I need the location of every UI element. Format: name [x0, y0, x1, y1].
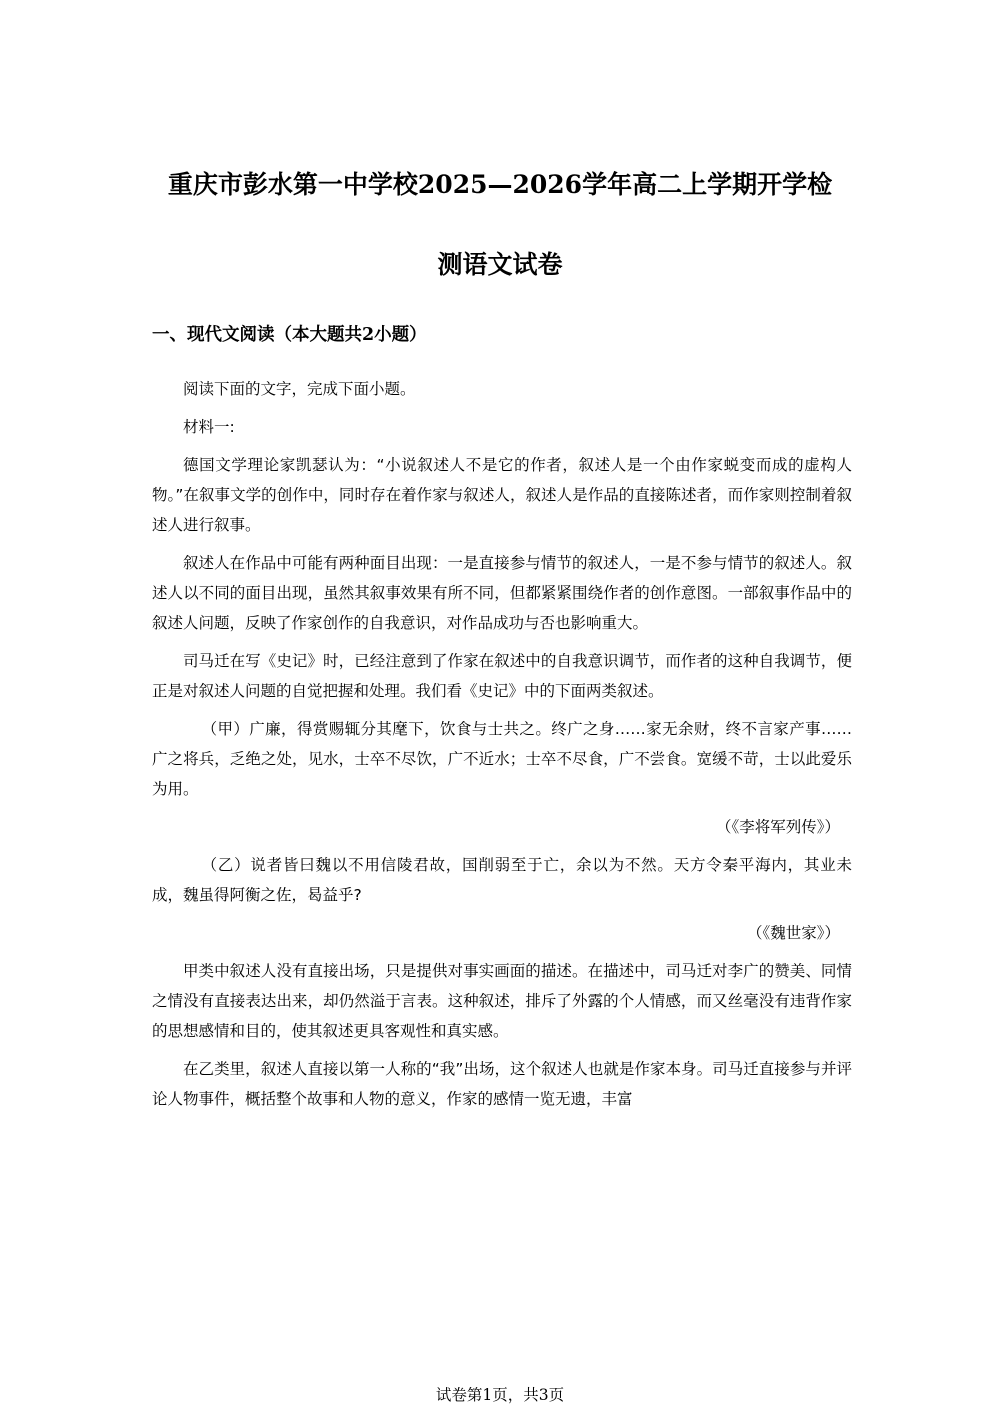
- quote-source-yi: （《魏世家》）: [746, 924, 840, 942]
- instruction-paragraph: 阅读下面的文字，完成下面小题。: [183, 380, 416, 398]
- passage-paragraph: 叙述人在作品中可能有两种面目出现：一是直接参与情节的叙述人，一是不参与情节的叙述人。叙述人以不同的面目出现，虽然其叙事效果有所不同，但都紧紧围绕作者的创作意图。一部叙事作品中的叙述人问题，反映了作家创作的自我意识，对作品成功与否也影响重大。: [152, 554, 852, 632]
- section-heading: 一、现代文阅读（本大题共2小题）: [152, 325, 427, 345]
- passage-paragraph: 司马迁在写《史记》时，已经注意到了作家在叙述中的自我意识调节，而作者的这种自我调节，便正是对叙述人问题的自觉把握和处理。我们看《史记》中的下面两类叙述。: [152, 652, 852, 700]
- material-label: 材料一:: [183, 418, 235, 436]
- quote-jia: （甲）广廉，得赏赐辄分其麾下，饮食与士共之。终广之身……家无余财，终不言家产事……广之将兵，乏绝之处，见水，士卒不尽饮，广不近水；士卒不尽食，广不尝食。宽缓不苛，士以此爱乐为用。: [152, 720, 852, 798]
- reading-passage: [152, 374, 852, 1122]
- quote-source-jia: （《李将军列传》）: [715, 818, 840, 836]
- page-footer: 试卷第1页，共3页: [435, 1386, 565, 1404]
- passage-paragraph: 甲类中叙述人没有直接出场，只是提供对事实画面的描述。在描述中，司马迁对李广的赞美、同情之情没有直接表达出来，却仍然溢于言表。这种叙述，排斥了外露的个人情感，而又丝毫没有违背作家的思想感情和目的，使其叙述更具客观性和真实感。: [152, 962, 852, 1040]
- exam-title-line-1: 重庆市彭水第一中学校2025—2026学年高二上学期开学检: [167, 170, 833, 199]
- passage-paragraph: 在乙类里，叙述人直接以第一人称的“我”出场，这个叙述人也就是作家本身。司马迁直接参与并评论人物事件，概括整个故事和人物的意义，作家的感情一览无遗，丰富: [152, 1060, 852, 1108]
- passage-paragraph: 德国文学理论家凯瑟认为：“小说叙述人不是它的作者，叙述人是一个由作家蜕变而成的虚构人物。”在叙事文学的创作中，同时存在着作家与叙述人，叙述人是作品的直接陈述者，而作家则控制着叙述人进行叙事。: [152, 456, 852, 534]
- quote-yi: （乙）说者皆曰魏以不用信陵君故，国削弱至于亡，余以为不然。天方令秦平海内，其业未成，魏虽得阿衡之佐，曷益乎?: [152, 856, 852, 904]
- exam-title-line-2: 测语文试卷: [437, 250, 563, 279]
